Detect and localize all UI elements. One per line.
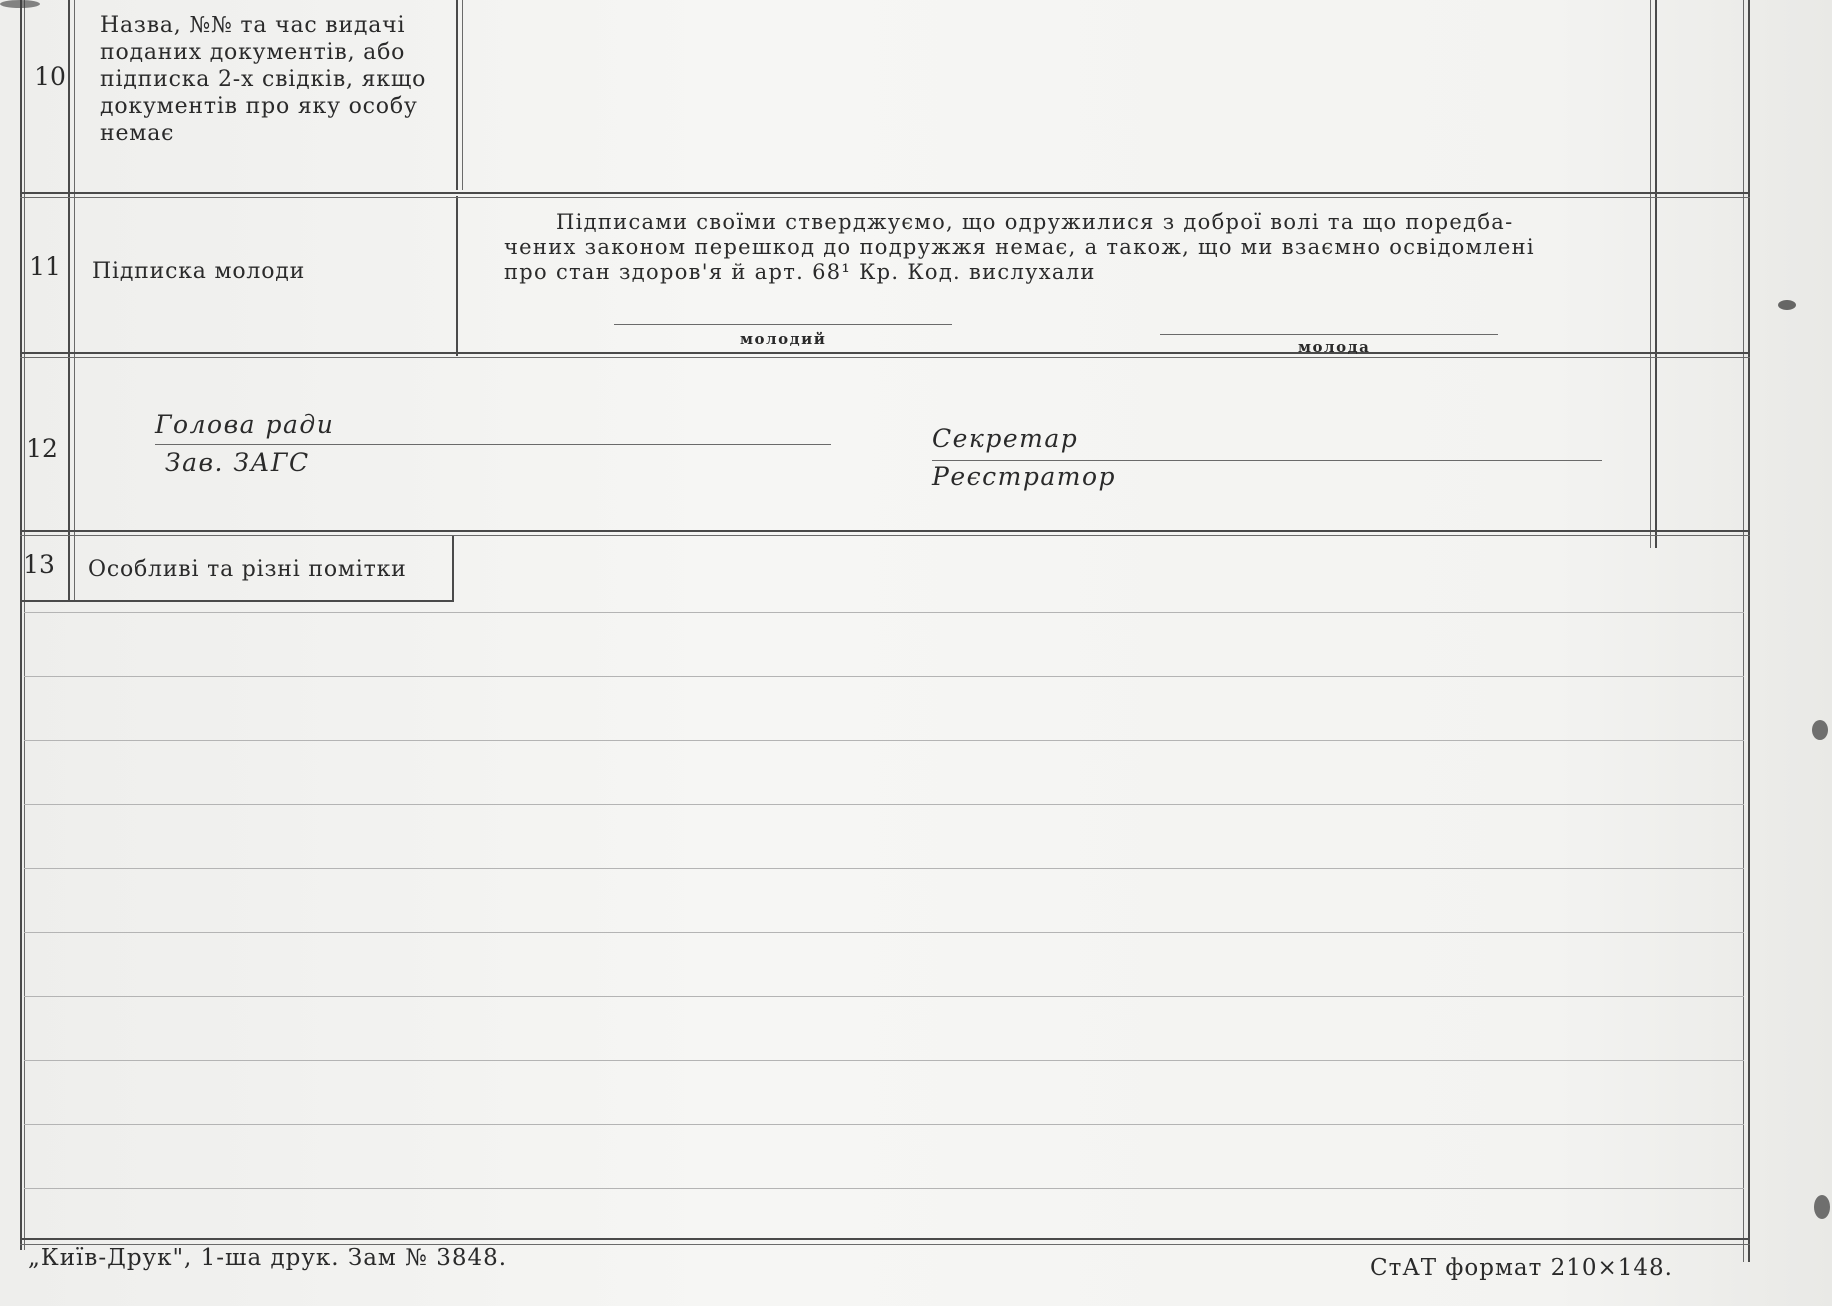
notes-ruled-line	[24, 612, 1744, 613]
row13-label: Особливі та різні помітки	[88, 557, 407, 582]
row10-bottom-border	[20, 192, 1750, 198]
frame-right-inner-border	[1743, 0, 1744, 1262]
secretary-title: Секретар	[932, 424, 1079, 453]
row13-number: 13	[23, 550, 55, 579]
notes-ruled-line	[24, 740, 1744, 741]
right-column-inner-border	[1655, 0, 1657, 548]
marriage-statement-line: про стан здоров'я й арт. 68¹ Кр. Код. вислухали	[504, 260, 1096, 284]
notes-ruled-line	[24, 1188, 1744, 1189]
scan-mark	[1778, 300, 1796, 310]
row10-label-line: Назва, №№ та час видачі	[100, 13, 406, 38]
notes-ruled-line	[24, 804, 1744, 805]
row12-bottom-border	[20, 530, 1750, 536]
notes-ruled-line	[24, 1060, 1744, 1061]
notes-ruled-line	[24, 1124, 1744, 1125]
row10-label	[100, 12, 440, 147]
label-column-border-row13	[452, 536, 454, 602]
row12-number: 12	[26, 434, 58, 463]
row10-number: 10	[34, 62, 66, 91]
marriage-statement-line: чених законом перешкод до подружжя немає, а також, що ми взаємно освідомлені	[504, 235, 1535, 259]
label-column-border	[456, 0, 458, 190]
row13-label-bottom-border	[20, 600, 454, 602]
groom-caption: молодий	[740, 330, 827, 348]
scan-mark	[0, 0, 40, 8]
registry-head-title: Зав. ЗАГС	[165, 448, 310, 477]
notes-ruled-line	[24, 868, 1744, 869]
council-head-title: Голова ради	[155, 410, 335, 439]
groom-signature-line	[614, 324, 952, 325]
label-column-inner-border	[462, 0, 463, 190]
notes-ruled-line	[24, 932, 1744, 933]
scan-mark	[1812, 720, 1828, 740]
label-column-border-row11	[456, 196, 458, 356]
council-head-signature-line	[155, 444, 831, 445]
notes-ruled-line	[24, 676, 1744, 677]
row10-label-line: немає	[100, 121, 175, 146]
notes-ruled-line	[24, 996, 1744, 997]
row11-number: 11	[29, 252, 61, 281]
row10-label-line: підписка 2-х свідків, якщо	[100, 67, 427, 92]
bride-signature-line	[1160, 334, 1498, 335]
scan-mark	[1814, 1195, 1830, 1219]
frame-left-border	[20, 0, 22, 1250]
registrar-title: Реєстратор	[932, 462, 1116, 491]
frame-left-inner-border	[24, 0, 25, 1250]
right-column-border	[1650, 0, 1651, 548]
secretary-signature-line	[932, 460, 1602, 461]
row10-label-line: поданих документів, або	[100, 40, 406, 65]
row11-bottom-border	[20, 352, 1750, 358]
marriage-statement-line: Підписами своїми стверджуємо, що одружилися з доброї волі та що поредба-	[556, 210, 1514, 234]
marriage-statement	[504, 210, 1588, 285]
row11-label: Підписка молоди	[92, 259, 306, 284]
bride-caption: молода	[1298, 338, 1371, 356]
frame-right-border	[1748, 0, 1750, 1262]
frame-bottom-border	[20, 1238, 1750, 1240]
printer-imprint: „Київ-Друк", 1-ша друк. Зам № 3848.	[28, 1245, 508, 1271]
form-format: СтАТ формат 210×148.	[1370, 1255, 1673, 1281]
row10-label-line: документів про яку особу	[100, 94, 418, 119]
